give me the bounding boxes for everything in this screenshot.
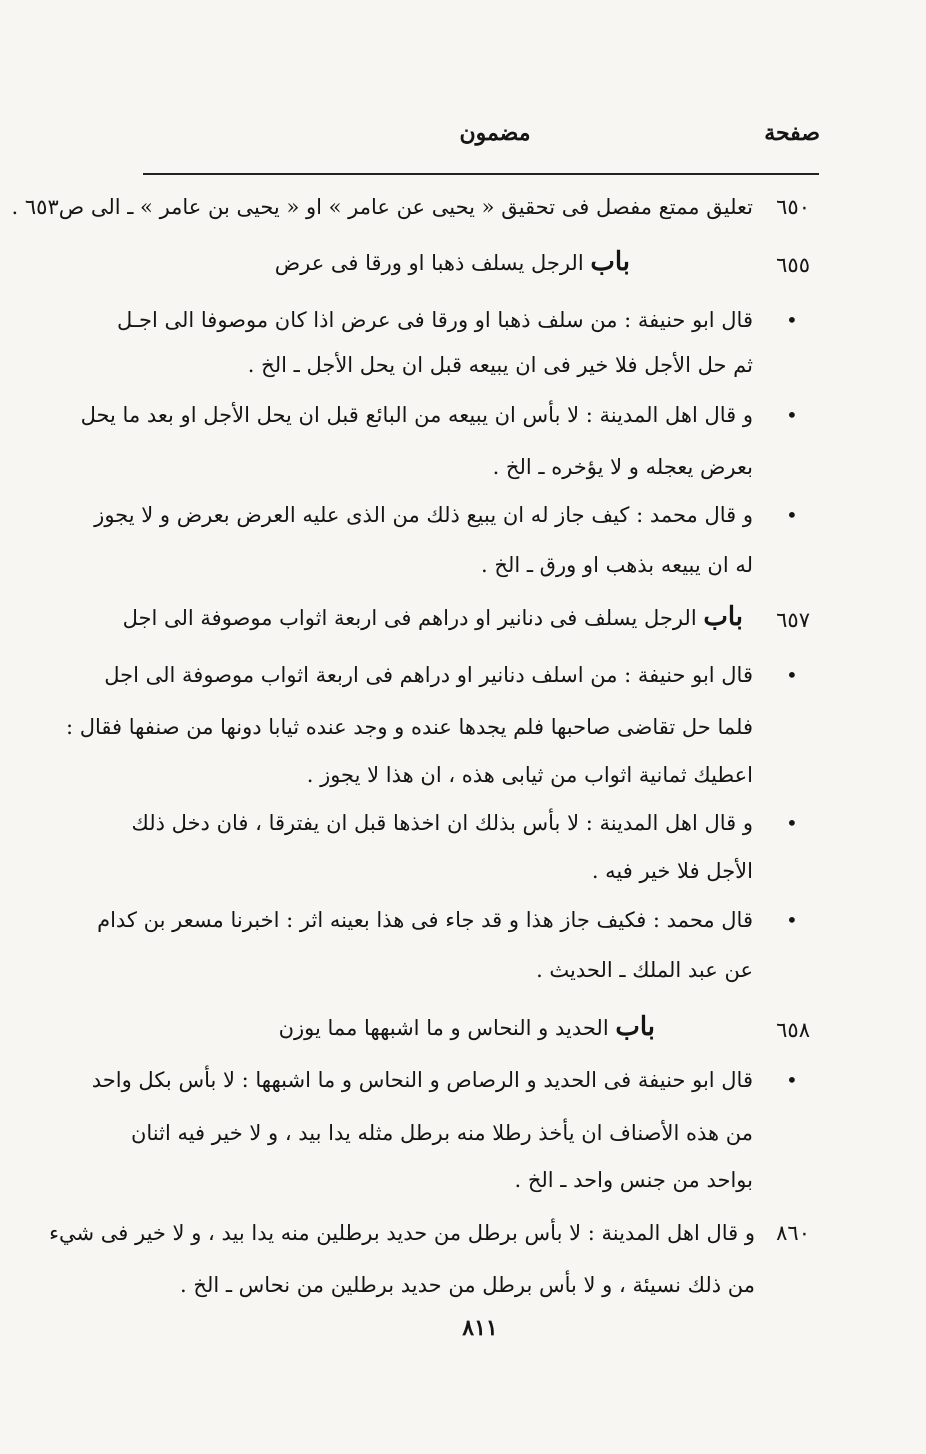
bab-word: باب xyxy=(615,1012,655,1042)
bab-word: باب xyxy=(590,247,630,277)
page-number: ٨٦٠ xyxy=(776,1221,810,1245)
entry-line: فلما حل تقاضى صاحبها فلم يجدها عنده و وجد عنده ثيابا دونها من صنفها فقال : xyxy=(65,715,753,739)
entry-line: الأجل فلا خير فيه . xyxy=(591,859,753,883)
page-column-label: صفحة xyxy=(764,120,820,146)
entry-line: له ان يبيعه بذهب او ورق ـ الخ . xyxy=(481,553,753,577)
entry-line: قال محمد : فكيف جاز هذا و قد جاء فى هذا بعينه اثر : اخبرنا مسعر بن كدام xyxy=(97,908,753,932)
header-rule xyxy=(143,173,819,175)
entry-line: بعرض يعجله و لا يؤخره ـ الخ . xyxy=(492,455,753,479)
entry-line: من هذه الأصناف ان يأخذ رطلا منه برطل مثله يدا بيد ، و لا خير فيه اثنان xyxy=(130,1121,753,1145)
bullet-icon: • xyxy=(786,908,798,932)
page-number: ٦٥٠ xyxy=(776,195,810,219)
entry-line: و قال اهل المدينة : لا بأس ان يبيعه من البائع قبل ان يحل الأجل او بعد ما يحل xyxy=(80,403,753,427)
entry-line: تعليق ممتع مفصل فى تحقيق « يحيى عن عامر » او « يحيى بن عامر » ـ الى ص٦٥٣ . xyxy=(11,195,753,219)
entry-line: بواحد من جنس واحد ـ الخ . xyxy=(514,1168,753,1192)
entry-line: عن عبد الملك ـ الحديث . xyxy=(536,958,753,982)
entry-line: ثم حل الأجل فلا خير فى ان يبيعه قبل ان يحل الأجل ـ الخ . xyxy=(247,353,753,377)
entry-line: من ذلك نسيئة ، و لا بأس برطل من حديد برطلين من نحاس ـ الخ . xyxy=(180,1273,755,1297)
bullet-icon: • xyxy=(786,1068,798,1092)
subject-column-label: مضمون xyxy=(459,120,531,146)
folio-number: ٨١١ xyxy=(462,1315,498,1341)
bab-heading xyxy=(200,1012,655,1043)
entry-line: و قال اهل المدينة : لا بأس برطل من حديد برطلين منه يدا بيد ، و لا خير فى شيء xyxy=(49,1221,755,1245)
bullet-icon: • xyxy=(786,663,798,687)
page-number: ٦٥٨ xyxy=(776,1018,810,1042)
bullet-icon: • xyxy=(786,811,798,835)
bab-heading xyxy=(200,247,630,278)
bab-title: الرجل يسلف ذهبا او ورقا فى عرض xyxy=(274,251,584,275)
page-number: ٦٥٧ xyxy=(776,608,810,632)
entry-line: قال ابو حنيفة : من سلف ذهبا او ورقا فى عرض اذا كان موصوفا الى اجـل xyxy=(116,308,753,332)
bab-heading xyxy=(122,602,743,633)
entry-line: و قال محمد : كيف جاز له ان يبيع ذلك من الذى عليه العرض بعرض و لا يجوز xyxy=(94,503,753,527)
entry-line: و قال اهل المدينة : لا بأس بذلك ان اخذها قبل ان يفترقا ، فان دخل ذلك xyxy=(131,811,753,835)
entry-line: قال ابو حنيفة فى الحديد و الرصاص و النحاس و ما اشبهها : لا بأس بكل واحد xyxy=(91,1068,753,1092)
bab-word: باب xyxy=(703,602,743,632)
bab-title: الرجل يسلف فى دنانير او دراهم فى اربعة اثواب موصوفة الى اجل xyxy=(122,606,697,630)
bab-title: الحديد و النحاس و ما اشبهها مما يوزن xyxy=(278,1016,609,1040)
page-number: ٦٥٥ xyxy=(776,253,810,277)
bullet-icon: • xyxy=(786,403,798,427)
bullet-icon: • xyxy=(786,503,798,527)
entry-line: قال ابو حنيفة : من اسلف دنانير او دراهم فى اربعة اثواب موصوفة الى اجل xyxy=(104,663,753,687)
entry-line: اعطيك ثمانية اثواب من ثيابى هذه ، ان هذا لا يجوز . xyxy=(306,763,753,787)
bullet-icon: • xyxy=(786,308,798,332)
